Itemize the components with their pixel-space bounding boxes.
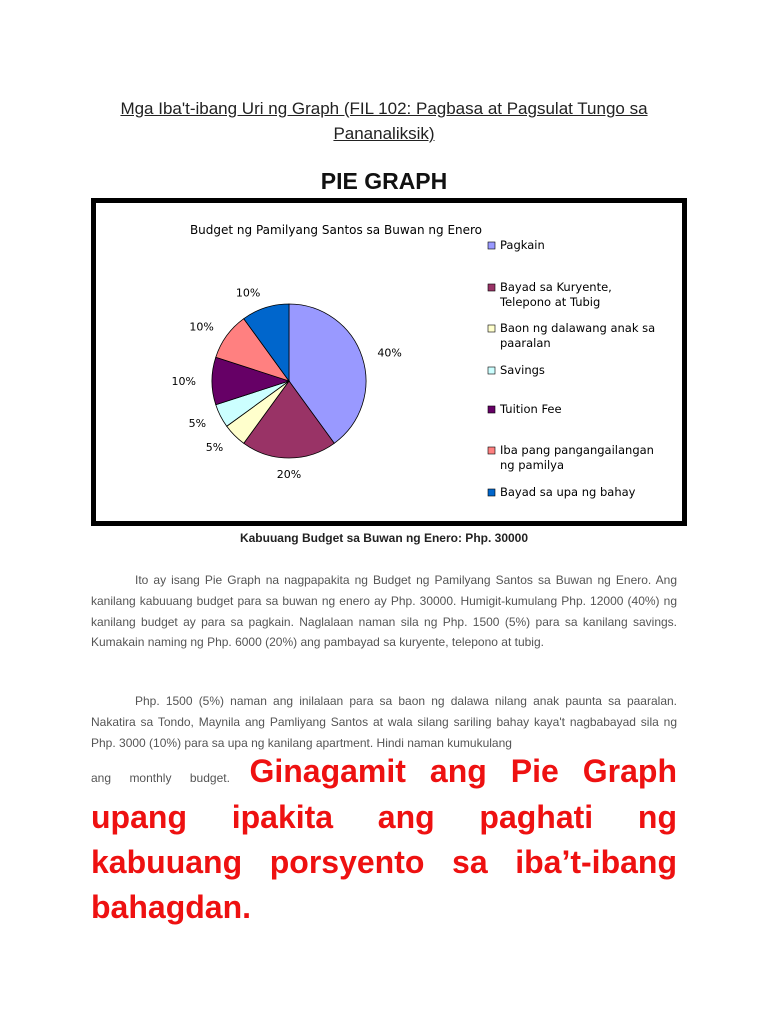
paragraph-1-text: Ito ay isang Pie Graph na nagpapakita ng Budget ng Pamilyang Santos sa Buwan ng Enero. Ang kanilang kabuuang budget para sa buwan ng enero ay Php. 30000. Humigit-kumulang Php. 12000 (40%) ng kanilang budget ay para sa pagkain. Naglalaan naman sila ng Php. 1500 (5%) para sa kanilang savings. Kumakain naming ng Php. 6000 (20%) ang pambayad sa kuryente, telepono at tubig.: [91, 573, 677, 650]
paragraph-2: [91, 691, 677, 753]
legend-label-6: Iba pang pangangailangan ng pamilya: [500, 443, 654, 472]
document-title: Mga Iba't-ibang Uri ng Graph (FIL 102: Pagbasa at Pagsulat Tungo sa Pananaliksik): [120, 99, 648, 143]
legend-label-2: Bayad sa Kuryente, Telepono at Tubig: [500, 280, 612, 309]
legend-swatch-4: [488, 367, 495, 374]
pie-chart-frame: [91, 198, 687, 526]
slice-label-5: 10%: [171, 375, 196, 388]
legend-swatch-1: [488, 242, 495, 249]
slice-label-1: 40%: [377, 346, 402, 360]
slice-label-2: 20%: [276, 468, 302, 481]
section-heading: PIE GRAPH: [320, 168, 448, 194]
chart-title: Budget ng Pamilyang Santos sa Buwan ng Enero: [189, 223, 483, 237]
pie-slices: [212, 304, 366, 458]
closing-emphasis-text: Ginagamit ang Pie Graph upang ipakita ang paghati ng kabuuang porsyento sa iba’t-ibang bahagdan.: [91, 753, 677, 925]
chart-caption: Kabuuang Budget sa Buwan ng Enero: Php. 30000: [239, 531, 529, 545]
paragraph-2-text: Php. 1500 (5%) naman ang inilalaan para sa baon ng dalawa nilang anak paunta sa paaralan. Nakatira sa Tondo, Maynila ang Pamliyang Santos at wala silang sariling bahay kaya't nagbabayad sila ng Php. 3000 (10%) para sa upa ng kanilang apartment. Hindi naman kumukulang: [91, 694, 677, 750]
slice-label-7: 10%: [235, 286, 261, 300]
closing-paragraph: [91, 752, 677, 933]
closing-small-text: ang monthly budget.: [91, 771, 230, 785]
legend-swatch-7: [488, 489, 495, 496]
pie-chart: [96, 203, 682, 521]
legend-label-4: Savings: [500, 363, 545, 377]
slice-label-3: 5%: [205, 440, 224, 454]
legend-swatch-3: [488, 325, 495, 332]
slice-label-6: 10%: [189, 320, 214, 334]
legend-label-1: Pagkain: [500, 238, 545, 252]
legend-swatch-2: [488, 284, 495, 291]
paragraph-1: [91, 570, 677, 653]
slice-label-4: 5%: [188, 417, 207, 431]
chart-legend: [488, 238, 655, 499]
legend-label-5: Tuition Fee: [500, 402, 562, 416]
legend-label-3: Baon ng dalawang anak sa paaralan: [500, 321, 656, 350]
legend-swatch-5: [488, 406, 495, 413]
legend-label-7: Bayad sa upa ng bahay: [500, 485, 636, 499]
legend-swatch-6: [488, 447, 495, 454]
